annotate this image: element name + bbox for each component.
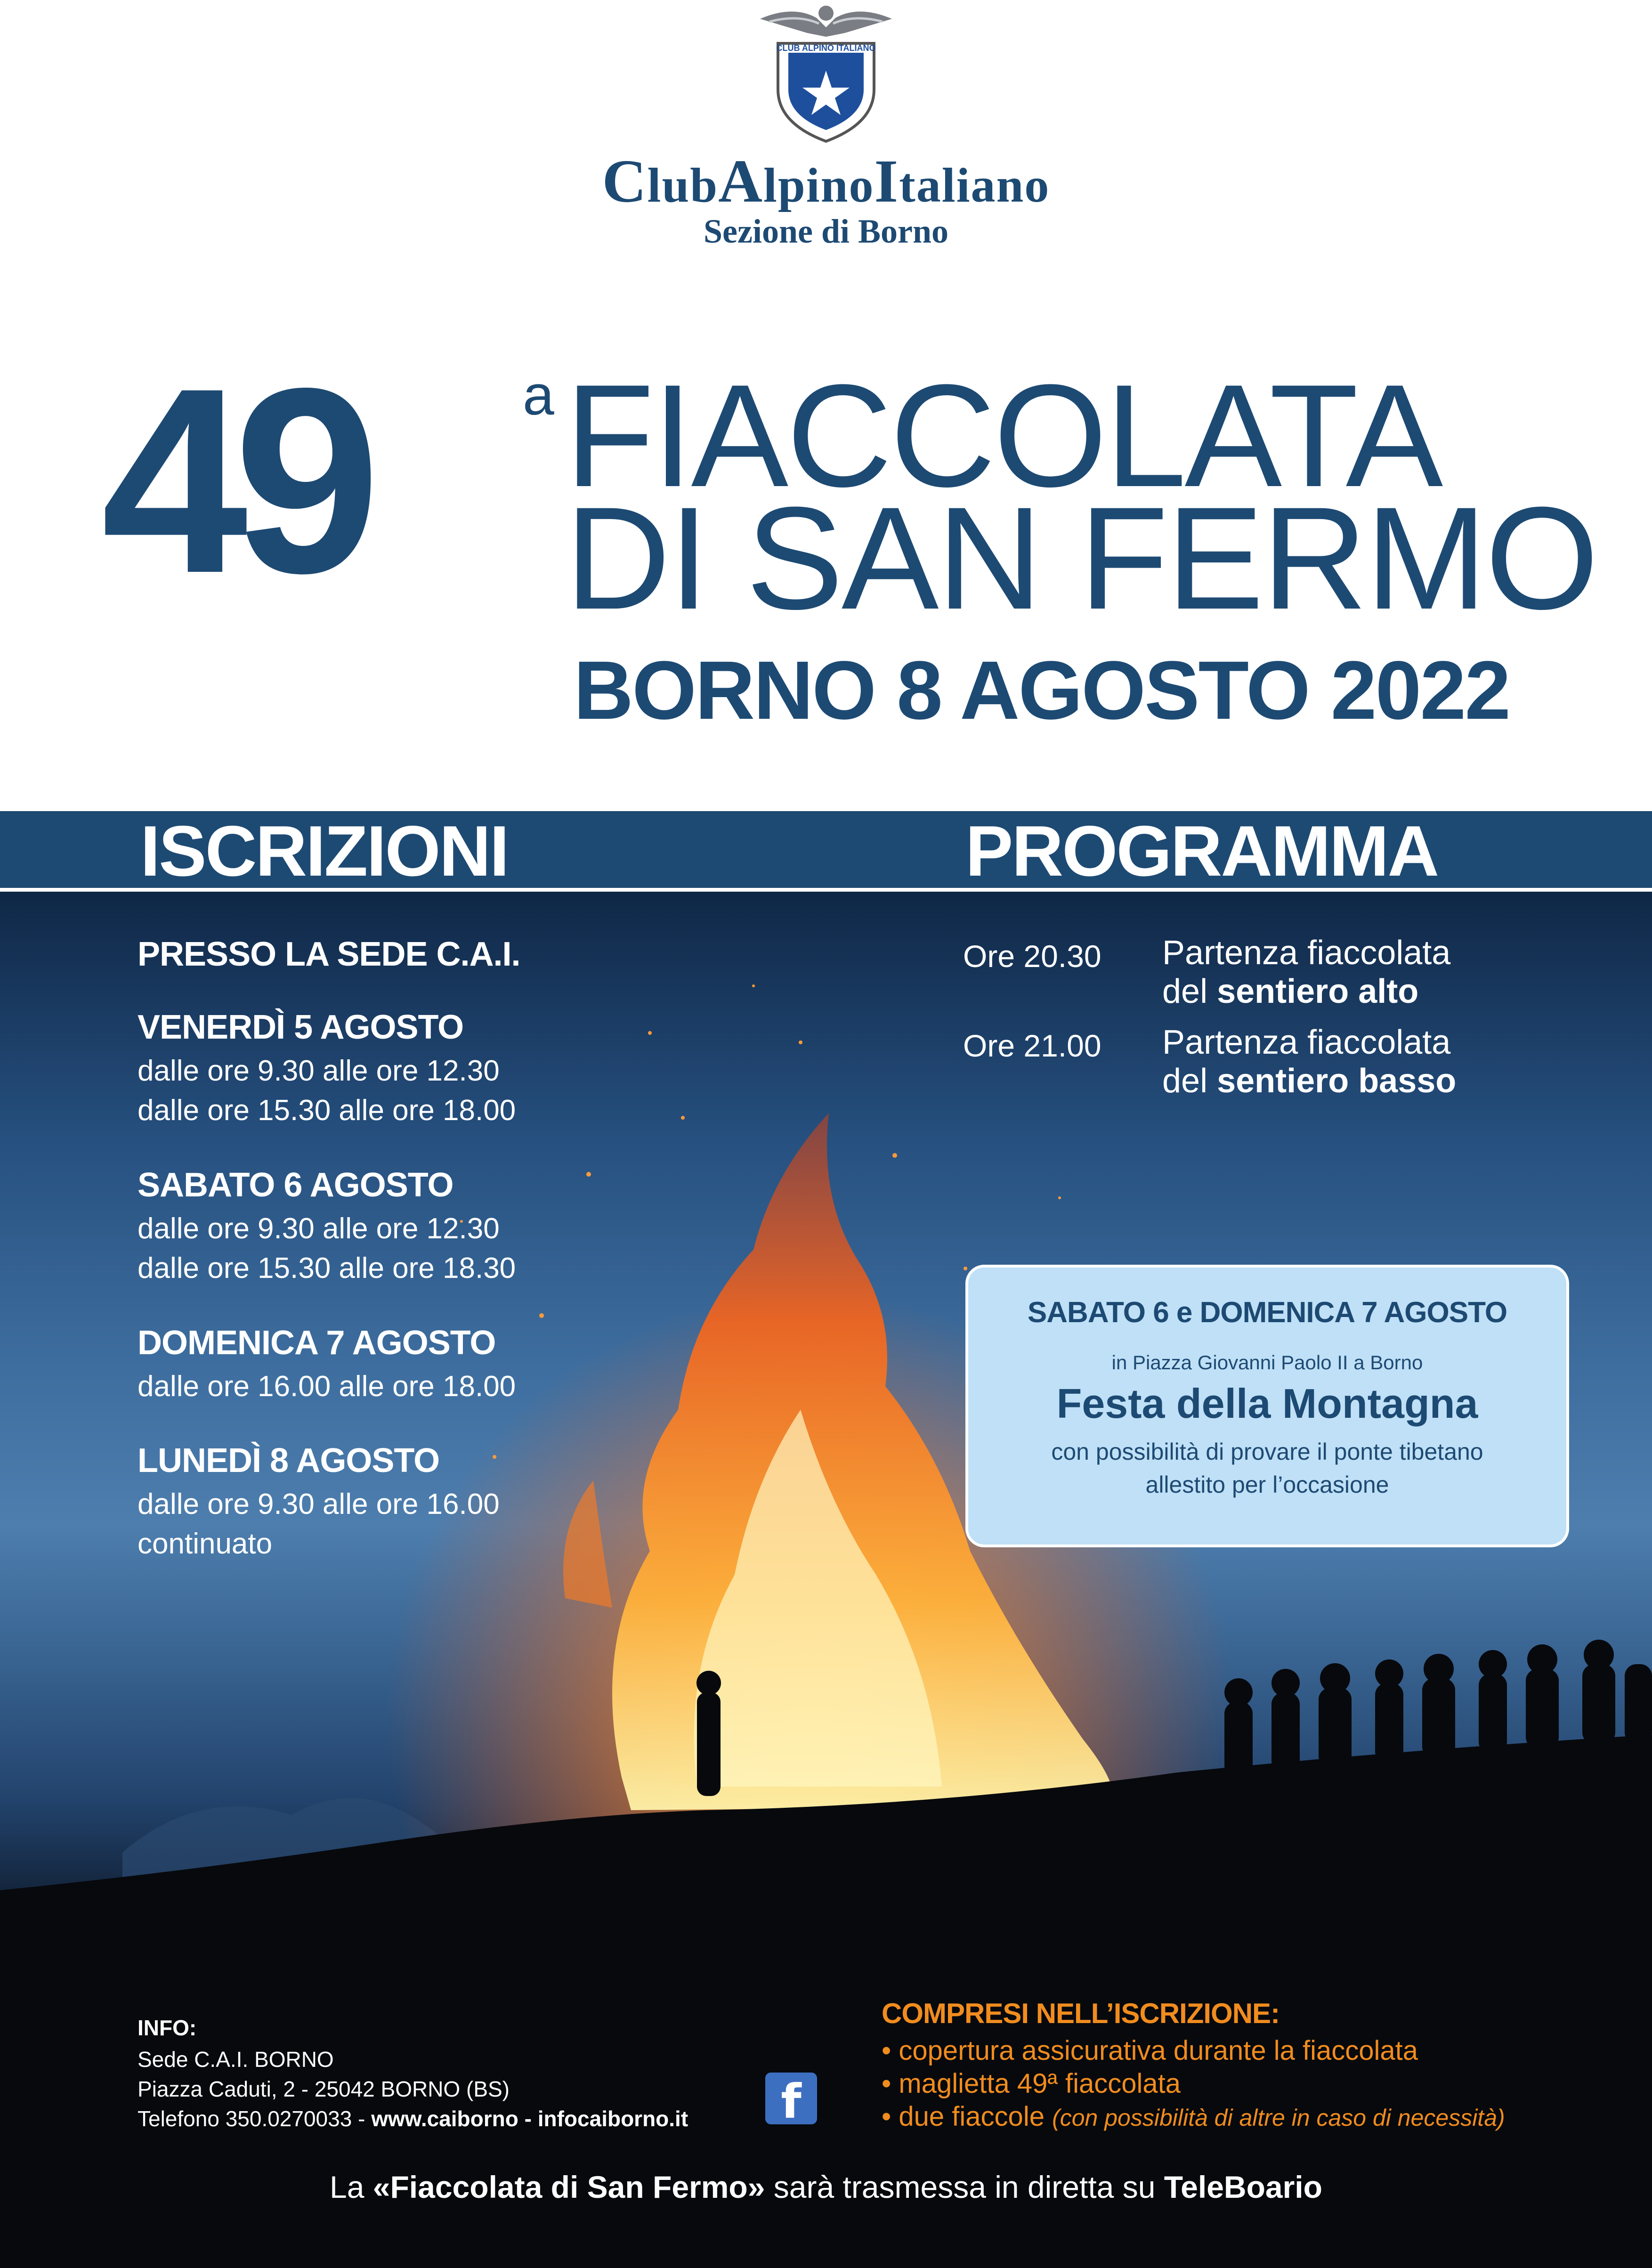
programma-desc-1: Partenza fiaccolata del sentiero alto bbox=[1162, 934, 1451, 1010]
programma-desc-2: Partenza fiaccolata del sentiero basso bbox=[1162, 1024, 1457, 1100]
festa-title: Festa della Montagna bbox=[1056, 1380, 1478, 1427]
festa-description-1: con possibilità di provare il ponte tibetano bbox=[1051, 1439, 1483, 1465]
iscrizioni-day-3: DOMENICA 7 AGOSTO bbox=[138, 1324, 496, 1362]
edition-suffix: a bbox=[523, 364, 554, 427]
iscrizioni-day-1-time-2: dalle ore 15.30 alle ore 18.00 bbox=[138, 1094, 516, 1127]
festa-description-2: allestito per l’occasione bbox=[1145, 1471, 1389, 1498]
svg-text:CLUB ALPINO ITALIANO: CLUB ALPINO ITALIANO bbox=[776, 43, 876, 53]
club-name: ClubAlpinoItaliano bbox=[602, 147, 1050, 215]
compresi-item-2: • maglietta 49ª fiaccolata bbox=[882, 2068, 1181, 2099]
festa-dates: SABATO 6 e DOMENICA 7 AGOSTO bbox=[1027, 1296, 1507, 1329]
cai-logo bbox=[741, 0, 911, 146]
iscrizioni-day-4-time-1: dalle ore 9.30 alle ore 16.00 bbox=[138, 1488, 500, 1520]
festa-della-montagna-box bbox=[965, 1265, 1569, 1547]
event-date: BORNO 8 AGOSTO 2022 bbox=[574, 644, 1510, 737]
iscrizioni-day-4: LUNEDÌ 8 AGOSTO bbox=[138, 1442, 440, 1479]
email-link[interactable]: infocaiborno.it bbox=[537, 2106, 688, 2131]
facebook-icon[interactable]: f bbox=[765, 2073, 817, 2124]
programma-header: PROGRAMMA bbox=[965, 811, 1438, 891]
club-section: Sezione di Borno bbox=[703, 212, 949, 250]
info-office: Sede C.A.I. BORNO bbox=[138, 2047, 334, 2072]
iscrizioni-place: PRESSO LA SEDE C.A.I. bbox=[138, 935, 520, 973]
broadcast-notice: La «Fiaccolata di San Fermo» sarà trasmessa in diretta su TeleBoario bbox=[330, 2170, 1322, 2204]
iscrizioni-day-2: SABATO 6 AGOSTO bbox=[138, 1166, 453, 1204]
compresi-item-1: • copertura assicurativa durante la fiaccolata bbox=[882, 2035, 1418, 2066]
festa-place: in Piazza Giovanni Paolo II a Borno bbox=[1111, 1351, 1423, 1374]
iscrizioni-day-2-time-1: dalle ore 9.30 alle ore 12.30 bbox=[138, 1212, 500, 1245]
iscrizioni-day-1: VENERDÌ 5 AGOSTO bbox=[138, 1008, 464, 1046]
event-title-line-2: DI SAN FERMO bbox=[565, 476, 1597, 640]
iscrizioni-day-2-time-2: dalle ore 15.30 alle ore 18.30 bbox=[138, 1252, 516, 1284]
iscrizioni-day-1-time-1: dalle ore 9.30 alle ore 12.30 bbox=[138, 1055, 500, 1087]
event-title-line-1: FIACCOLATA bbox=[565, 354, 1441, 517]
iscrizioni-day-3-time-1: dalle ore 16.00 alle ore 18.00 bbox=[138, 1370, 516, 1403]
programma-time-1: Ore 20.30 bbox=[963, 939, 1101, 974]
website-link[interactable]: www.caiborno bbox=[371, 2106, 518, 2131]
programma-time-2: Ore 21.00 bbox=[963, 1028, 1101, 1063]
info-contacts: Telefono 350.0270033 - www.caiborno - infocaiborno.it bbox=[138, 2106, 688, 2131]
edition-number: 49 bbox=[101, 333, 366, 628]
compresi-item-3: • due fiaccole (con possibilità di altre in caso di necessità) bbox=[882, 2101, 1505, 2132]
iscrizioni-day-4-time-2: continuato bbox=[138, 1528, 273, 1560]
compresi-title: COMPRESI NELL’ISCRIZIONE: bbox=[882, 1998, 1280, 2029]
iscrizioni-header: ISCRIZIONI bbox=[140, 811, 508, 891]
info-address: Piazza Caduti, 2 - 25042 BORNO (BS) bbox=[138, 2077, 510, 2101]
info-label: INFO: bbox=[138, 2016, 197, 2040]
